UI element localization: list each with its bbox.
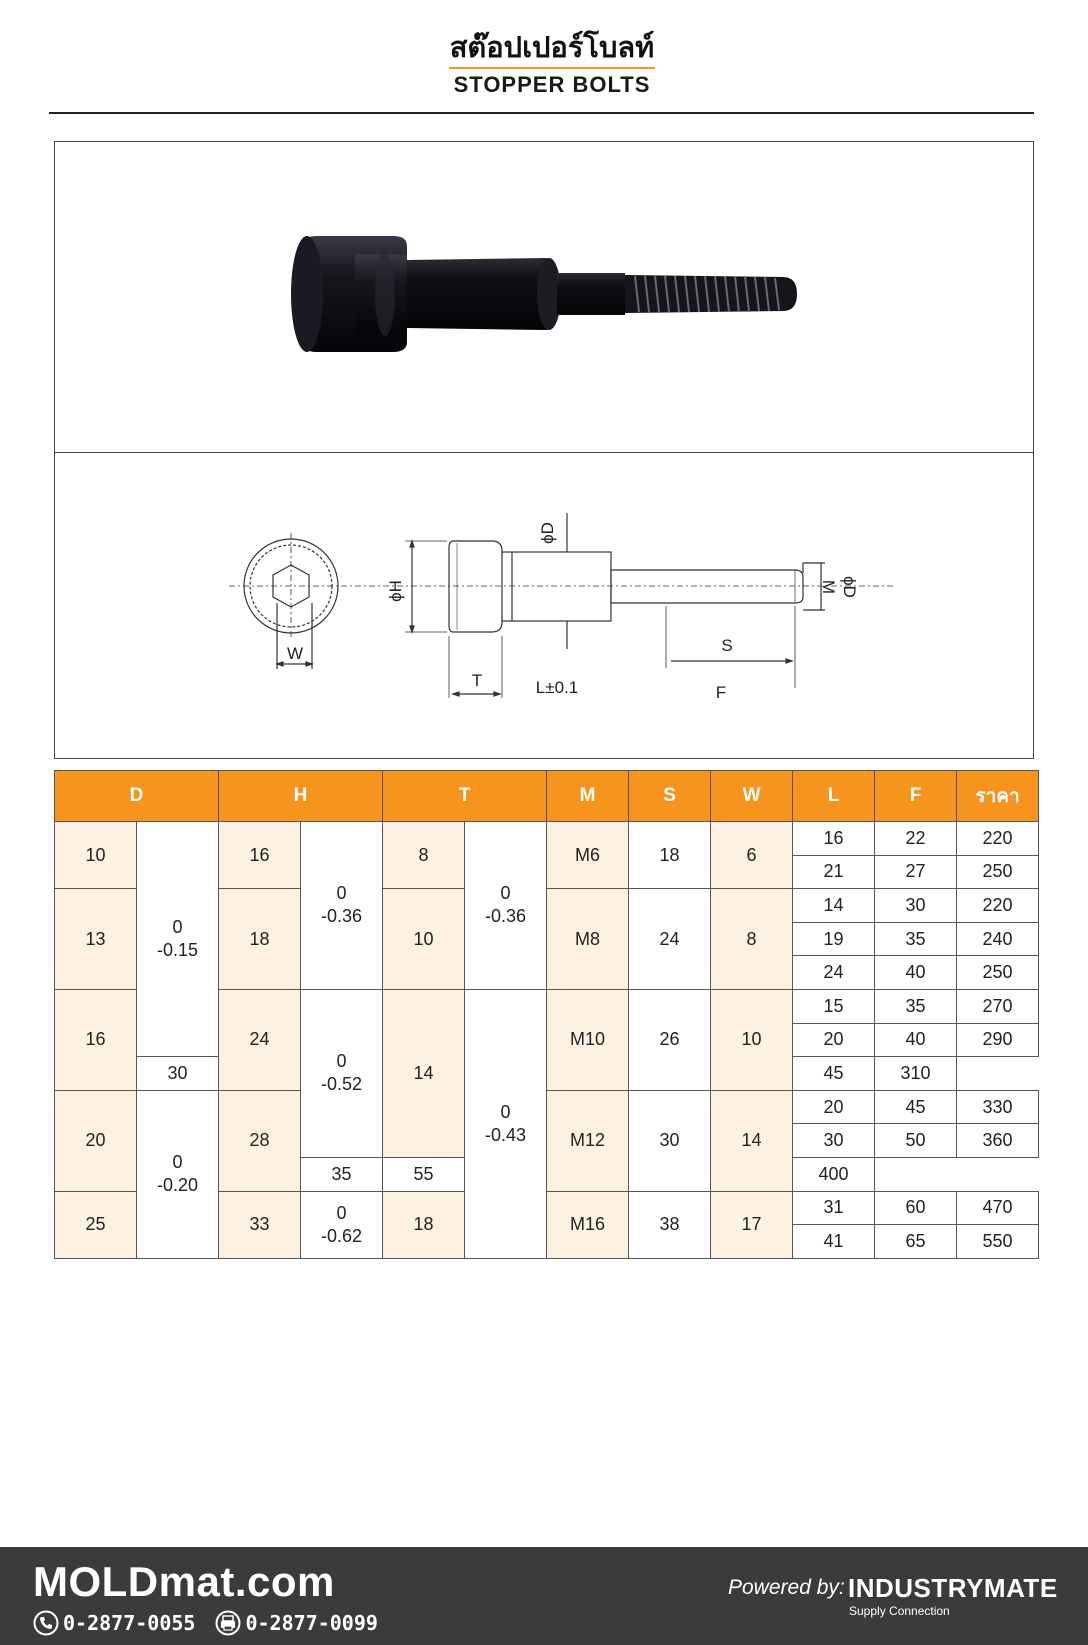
cell-t: 8 (383, 822, 465, 889)
cell-d: 10 (55, 822, 137, 889)
label-phi-d-end: ϕD (840, 576, 859, 598)
cell-price: 310 (875, 1057, 957, 1091)
cell-d: 16 (55, 989, 137, 1090)
cell-s: 18 (629, 822, 711, 889)
table-header-row (55, 771, 1039, 822)
header-h: H (219, 771, 383, 822)
cell-h: 18 (219, 889, 301, 990)
cell-s: 26 (629, 989, 711, 1090)
header-l: L (793, 771, 875, 822)
cell-price: 400 (793, 1157, 875, 1191)
cell-l: 31 (793, 1191, 875, 1225)
cell-w: 8 (711, 889, 793, 990)
cell-m: M16 (547, 1191, 629, 1258)
title-underline (449, 67, 655, 69)
cell-m: M8 (547, 889, 629, 990)
cell-w: 6 (711, 822, 793, 889)
table-row (55, 822, 1039, 856)
table-row (55, 1090, 1039, 1124)
header-price: ราคา (957, 771, 1039, 822)
cell-l: 20 (793, 1090, 875, 1124)
cell-price: 470 (957, 1191, 1039, 1225)
header-w: W (711, 771, 793, 822)
cell-f: 45 (875, 1090, 957, 1124)
label-m: M (819, 579, 838, 595)
label-w: W (286, 644, 304, 663)
label-t: T (471, 671, 483, 690)
cell-l: 16 (793, 822, 875, 856)
page-header (0, 30, 1088, 97)
stopper-bolt-photo-icon (55, 142, 1032, 452)
fax-number[interactable]: 0-2877-0099 (245, 1611, 378, 1635)
technical-drawing (55, 453, 1033, 758)
cell-price: 270 (957, 989, 1039, 1023)
header-d: D (55, 771, 219, 822)
cell-price: 360 (957, 1124, 1039, 1158)
cell-l: 20 (793, 1023, 875, 1057)
cell-m: M12 (547, 1090, 629, 1191)
cell-h: 33 (219, 1191, 301, 1258)
cell-price: 250 (957, 956, 1039, 990)
cell-s: 24 (629, 889, 711, 990)
label-f: F (715, 683, 727, 702)
cell-f: 65 (875, 1225, 957, 1259)
cell-w: 17 (711, 1191, 793, 1258)
cell-price: 220 (957, 889, 1039, 923)
cell-m: M6 (547, 822, 629, 889)
label-l: L±0.1 (535, 678, 579, 697)
label-phi-d-top: ϕD (538, 522, 557, 544)
cell-h-tolerance: 0 -0.62 (301, 1191, 383, 1258)
powered-by-label: Powered by: (728, 1576, 845, 1599)
phone-number[interactable]: 0-2877-0055 (63, 1611, 196, 1635)
cell-l: 41 (793, 1225, 875, 1259)
cell-price: 550 (957, 1225, 1039, 1259)
header-m: M (547, 771, 629, 822)
product-figure (54, 141, 1034, 759)
footer-bar (0, 1547, 1088, 1645)
spec-table (54, 770, 1039, 1259)
cell-d: 20 (55, 1090, 137, 1191)
cell-f: 55 (383, 1157, 465, 1191)
cell-l: 15 (793, 989, 875, 1023)
cell-t: 10 (383, 889, 465, 990)
cell-h-tolerance: 0 -0.36 (301, 822, 383, 990)
cell-l: 19 (793, 922, 875, 956)
fax-icon (215, 1610, 241, 1636)
cell-l: 24 (793, 956, 875, 990)
brand-logo[interactable]: MOLDmat.com (33, 1558, 335, 1605)
label-phi-h: ϕH (386, 580, 405, 602)
cell-d-tolerance: 0 -0.20 (137, 1090, 219, 1258)
cell-f: 40 (875, 1023, 957, 1057)
cell-f: 50 (875, 1124, 957, 1158)
cell-price: 290 (957, 1023, 1039, 1057)
dimension-diagram (55, 453, 1032, 758)
cell-d-tolerance: 0 -0.15 (137, 822, 219, 1057)
industrymate-tagline: Supply Connection (849, 1604, 950, 1618)
cell-s: 38 (629, 1191, 711, 1258)
cell-s: 30 (629, 1090, 711, 1191)
cell-t-tolerance: 0 -0.43 (465, 989, 547, 1258)
cell-l: 21 (793, 855, 875, 889)
cell-d: 13 (55, 889, 137, 990)
cell-h: 28 (219, 1090, 301, 1191)
product-photo (55, 142, 1033, 452)
cell-t: 18 (383, 1191, 465, 1258)
cell-price: 220 (957, 822, 1039, 856)
cell-h: 24 (219, 989, 301, 1090)
page-title-thai: สต๊อปเปอร์โบลท์ (449, 30, 655, 64)
cell-f: 40 (875, 956, 957, 990)
cell-price: 330 (957, 1090, 1039, 1124)
header-t: T (383, 771, 547, 822)
cell-price: 240 (957, 922, 1039, 956)
header-divider (49, 112, 1034, 114)
cell-f: 60 (875, 1191, 957, 1225)
cell-t: 14 (383, 989, 465, 1157)
cell-d: 25 (55, 1191, 137, 1258)
cell-f: 30 (875, 889, 957, 923)
cell-w: 10 (711, 989, 793, 1090)
phone-icon (33, 1610, 59, 1636)
cell-l: 30 (137, 1057, 219, 1091)
cell-t-tolerance: 0 -0.36 (465, 822, 547, 990)
cell-price: 250 (957, 855, 1039, 889)
cell-l: 35 (301, 1157, 383, 1191)
header-s: S (629, 771, 711, 822)
cell-f: 45 (793, 1057, 875, 1091)
header-f: F (875, 771, 957, 822)
cell-m: M10 (547, 989, 629, 1090)
cell-f: 35 (875, 922, 957, 956)
cell-f: 22 (875, 822, 957, 856)
industrymate-logo[interactable]: INDUSTRYMATE (848, 1573, 1058, 1603)
cell-h: 16 (219, 822, 301, 889)
cell-f: 27 (875, 855, 957, 889)
cell-l: 14 (793, 889, 875, 923)
page-title-english: STOPPER BOLTS (453, 72, 651, 97)
cell-f: 35 (875, 989, 957, 1023)
cell-w: 14 (711, 1090, 793, 1191)
label-s: S (721, 636, 733, 655)
cell-l: 30 (793, 1124, 875, 1158)
contact-info (33, 1610, 378, 1636)
cell-h-tolerance: 0 -0.52 (301, 989, 383, 1157)
